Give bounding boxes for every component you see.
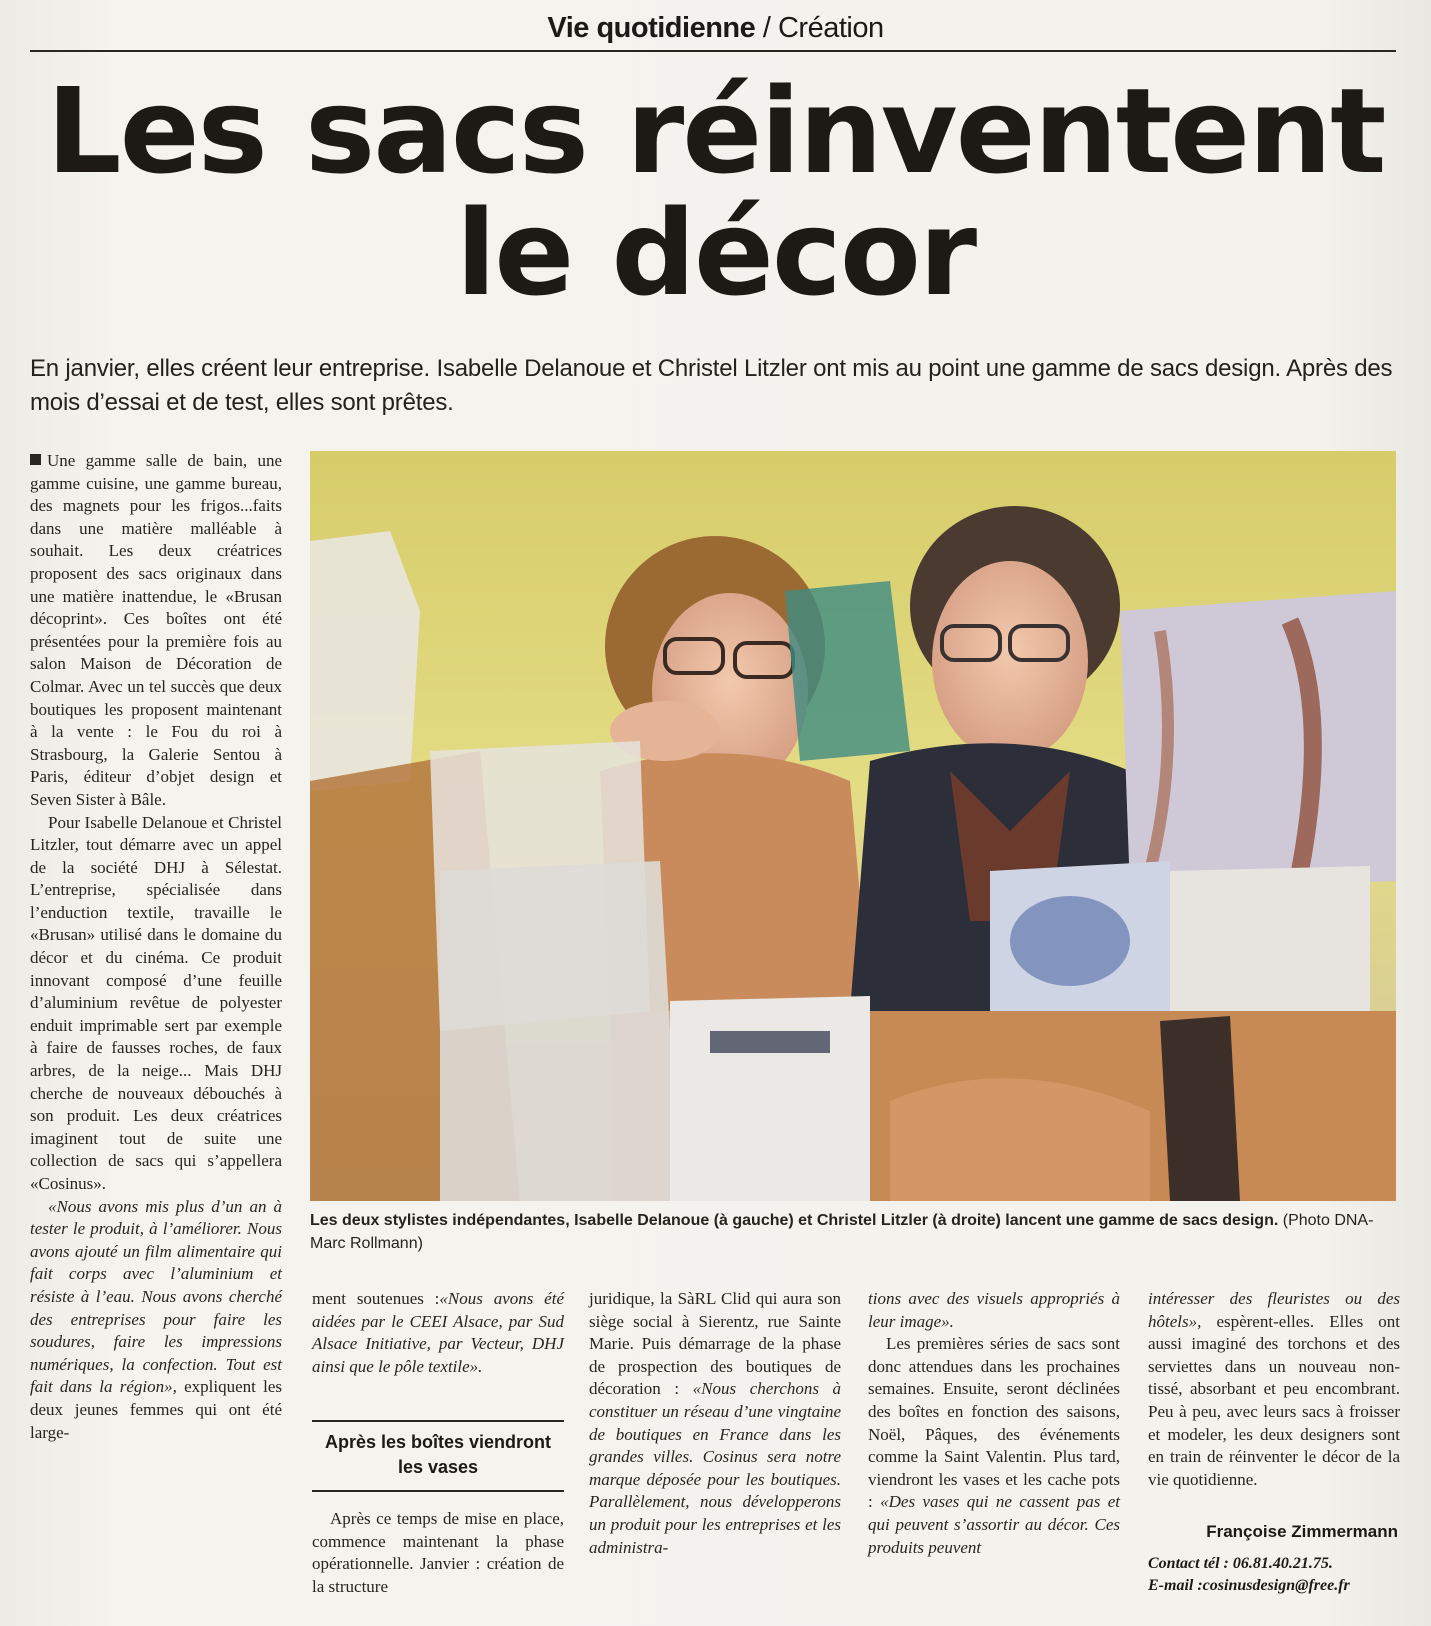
- intertitle: Après les boîtes viendront les vases: [324, 1432, 552, 1477]
- author-signature: Françoise Zimmermann: [1206, 1522, 1398, 1541]
- section-main: Vie quotidienne: [547, 12, 756, 44]
- top-rule: [30, 50, 1396, 52]
- column-1-paragraph-1: Une gamme salle de bain, une gamme cuisine, une gamme bureau, des magnets pour les frigos...faits dans une matière malléable à souhait. Les deux créatrices proposent des sacs originaux dans une matière inattendue, le «Brusan décoprint». Ces boîtes ont été présentées pour la première fois au salon Maison de Décoration de Colmar. Avec un tel succès que deux boutiques les proposent maintenant à la vente : le Fou du roi à Strasbourg, la Galerie Sentou à Paris, éditeur d’objet design et Seven Sister à Bâle.: [30, 451, 282, 809]
- photo-caption: [310, 1209, 1396, 1255]
- quote-text: intéresser des fleuristes ou des hôtels»,: [1148, 1289, 1400, 1331]
- column-2-paragraph: Après ce temps de mise en place, commence maintenant la phase opérationnelle. Janvier : création de la structure: [312, 1509, 564, 1596]
- headline-line-2: le décor: [455, 184, 976, 322]
- column-1: [30, 450, 282, 1444]
- intertitle-rule-bottom: [312, 1490, 564, 1492]
- section-separator: /: [762, 12, 771, 44]
- intertitle-rule-top: [312, 1420, 564, 1422]
- photo-illustration: [310, 451, 1396, 1201]
- caption-text: Les deux stylistes indépendantes, Isabelle Delanoue (à gauche) et Christel Litzler (à droite) lancent une gamme de sacs design.: [310, 1212, 1279, 1229]
- column-3-paragraph: juridique, la SàRL Clid qui aura son siège social à Sierentz, rue Sainte Marie. Puis démarrage de la phase de prospection des boutiques de décoration : «Nous cherchons à constituer un réseau d’une vingtaine de boutiques en France dans les grandes villes. Cosinus sera notre marque déposée pour les boutiques. Parallèlement, nous développerons un produit pour les entreprises et les administra-: [589, 1289, 842, 1557]
- column-5: [1148, 1288, 1400, 1491]
- column-2: [312, 1288, 564, 1378]
- column-5-paragraph: intéresser des fleuristes ou des hôtels», espèrent-elles. Elles ont aussi imaginé des torchons et des serviettes dans un nouveau non-tissé, absorbant et peu encombrant. Peu à peu, avec leurs sacs à froisser et modeler, les deux designers sont en train de réinventer le décor de la vie quotidienne.: [1148, 1289, 1400, 1489]
- column-2-bottom: [312, 1508, 564, 1598]
- contact-phone: Contact tél : 06.81.40.21.75.: [1148, 1555, 1333, 1572]
- headline: [0, 62, 1431, 322]
- quote-text: «Des vases qui ne cassent pas et qui peuvent s’assortir au décor. Ces produits peuvent: [868, 1492, 1120, 1557]
- contact-email: E-mail :cosinusdesign@free.fr: [1148, 1577, 1350, 1594]
- column-1-paragraph-2: Pour Isabelle Delanoue et Christel Litzler, tout démarre avec un appel de la société DHJ à Sélestat. L’entreprise, spécialisée dans l’enduction textile, travaille le «Brusan» utilisé dans le domaine du décor et du cinéma. Ce produit innovant composé d’une feuille d’aluminium revêtue de polyester enduit imprimable sert par exemple à faire de fausses roches, de faux arbres, de la neige... Mais DHJ cherche de nouveaux débouchés à son produit. Les deux créatrices imaginent tout de suite une collection de sacs qui s’appellera «Cosinus».: [30, 812, 282, 1193]
- column-1-paragraph-3: «Nous avons mis plus d’un an à tester le produit, à l’améliorer. Nous avons ajouté un film alimentaire qui fait corps avec l’aluminium et résiste à l’eau. Nous avons cherché des entreprises pour faire les soudures, faire les impressions numériques, la confection. Tout est fait dans la région», expliquent les deux jeunes femmes qui ont été large-: [30, 1196, 282, 1442]
- contact-block: [1148, 1553, 1400, 1597]
- column-4-quote-end: tions avec des visuels appropriés à leur image».: [868, 1289, 1120, 1331]
- section-rubric: [0, 12, 1431, 45]
- quote-text: «Nous avons mis plus d’un an à tester le produit, à l’améliorer. Nous avons ajouté un film alimentaire qui fait corps avec l’aluminium et résiste à l’eau. Nous avons cherché des entreprises pour faire les soudures, faire les impressions numériques, la confection. Tout est fait dans la région»,: [30, 1196, 282, 1397]
- quote-text: «Nous cherchons à constituer un réseau d’une vingtaine de boutiques en France dans les grandes villes. Cosinus sera notre marque déposée pour les boutiques. Parallèlement, nous développerons un produit pour les entreprises et les administra-: [589, 1379, 842, 1557]
- bullet-square-icon: [30, 454, 41, 465]
- section-sub: Création: [777, 12, 884, 44]
- headline-line-1: Les sacs réinventent: [46, 62, 1385, 200]
- column-4: [868, 1288, 1120, 1559]
- photo-credit: (Photo DNA-Marc Rollmann): [310, 1212, 1374, 1252]
- column-3: [589, 1288, 841, 1559]
- column-2-top-paragraph: ment soutenues :«Nous avons été aidées par le CEEI Alsace, par Sud Alsace Initiative, par Vecteur, DHJ ainsi que le pôle textile».: [312, 1289, 564, 1376]
- column-4-paragraph: Les premières séries de sacs sont donc attendues dans les prochaines semaines. Ensuite, seront déclinées des boîtes en fonction des saisons, Noël, Pâques, des événements comme la Saint Valentin. Plus tard, viendront les vases et les cache pots : «Des vases qui ne cassent pas et qui peuvent s’assortir au décor. Ces produits peuvent: [868, 1334, 1120, 1557]
- lede: En janvier, elles créent leur entreprise. Isabelle Delanoue et Christel Litzler ont mis au point une gamme de sacs design. Après des mois d’essai et de test, elles sont prêtes.: [30, 355, 1393, 416]
- article-photo: [310, 451, 1396, 1201]
- quote-text: «Nous avons été aidées par le CEEI Alsace, par Sud Alsace Initiative, par Vecteur, DHJ ainsi que le pôle textile».: [312, 1289, 564, 1376]
